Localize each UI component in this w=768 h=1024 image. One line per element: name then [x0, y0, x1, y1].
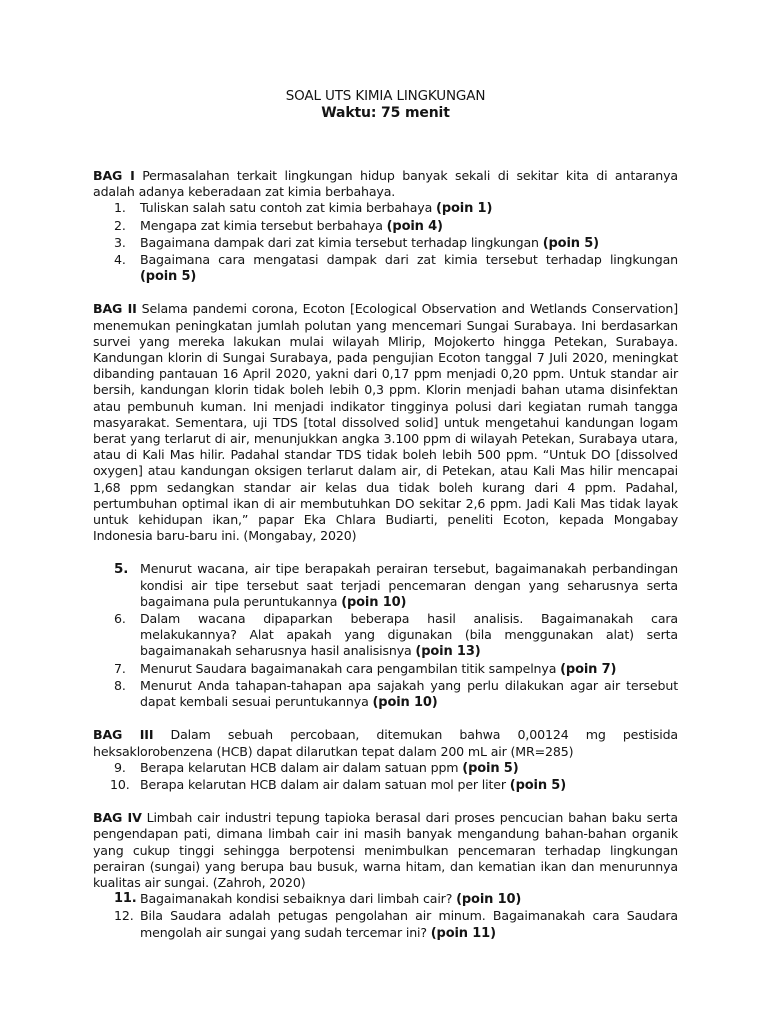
- question-number: 10.: [110, 776, 130, 792]
- bag-4-intro: [93, 810, 678, 891]
- question-text: Bagaimana dampak dari zat kimia tersebut terhadap lingkungan: [140, 234, 543, 250]
- bag-2-label: BAG II: [93, 301, 137, 317]
- question-1: [93, 200, 678, 217]
- bag-3-intro: [93, 727, 678, 759]
- question-points: (poin 5): [462, 760, 519, 776]
- question-text: Bagaimanakah kondisi sebaiknya dari limbah cair?: [140, 891, 457, 907]
- question-points: (poin 1): [436, 201, 493, 217]
- bag-1-question-list: [93, 200, 678, 285]
- question-text: Tuliskan salah satu contoh zat kimia berbahaya: [140, 200, 437, 216]
- section-bag-1: [93, 168, 678, 285]
- question-3: [93, 235, 678, 252]
- question-number: 11.: [114, 891, 137, 907]
- bag-1-intro-text: Permasalahan terkait lingkungan hidup banyak sekali di sekitar kita di antaranya adalah adanya keberadaan zat kimia berbahaya.: [93, 168, 678, 200]
- bag-1-intro: [93, 168, 678, 200]
- question-text: Menurut Saudara bagaimanakah cara pengambilan titik sampelnya: [140, 660, 561, 676]
- question-text: Menurut wacana, air tipe berapakah perairan tersebut, bagaimanakah perbandingan kondisi air tipe tersebut saat terjadi pencemaran dengan yang seharusnya serta bagaimana pula peruntukannya: [140, 561, 678, 609]
- question-7: [93, 661, 678, 678]
- question-points: (poin 5): [542, 235, 599, 251]
- question-5: [93, 561, 678, 611]
- bag-4-question-list: [93, 891, 678, 942]
- question-points: (poin 5): [509, 777, 566, 793]
- question-text: Dalam wacana dipaparkan beberapa hasil analisis. Bagaimanakah cara melakukannya? Alat apakah yang digunakan (bila menggunakan alat) serta bagaimanakah seharusnya hasil analisisnya: [140, 611, 678, 659]
- question-points: (poin 13): [415, 644, 481, 660]
- question-2: [93, 218, 678, 235]
- question-number: 4.: [114, 252, 126, 268]
- bag-2-passage-text: Selama pandemi corona, Ecoton [Ecological Observation and Wetlands Conservation] menemukan peningkatan jumlah polutan yang mencemari Sungai Surabaya. Ini berdasarkan survei yang mereka lakukan mulai wilayah Mlirip, Mojokerto hingga Petekan, Surabaya. Kandungan klorin di Sungai Surabaya, pada pengujian Ecoton tanggal 7 Juli 2020, meningkat dibanding pantauan 16 April 2020, yakni dari 0,17 ppm menjadi 0,20 ppm. Untuk standar air bersih, kandungan klorin tidak boleh lebih 0,3 ppm. Klorin menjadi bahan utama disinfektan atau pembunuh kuman. Ini menjadi indikator tingginya polusi dari kegiatan rumah tangga masyarakat. Sementara, uji TDS [total dissolved solid] untuk mengetahui kandungan logam berat yang terlarut di air, menunjukkan angka 3.100 ppm di wilayah Petekan, Surabaya utara, atau di Kali Mas hilir. Padahal standar TDS tidak boleh lebih 500 ppm. “Untuk DO [dissolved oxygen] atau kandungan oksigen terlarut dalam air, di Petekan, atau Kali Mas hilir mencapai 1,68 ppm sedangkan standar air kelas dua tidak boleh kurang dari 4 ppm. Padahal, pertumbuhan optimal ikan di air membutuhkan DO sekitar 2,6 ppm. Jadi Kali Mas tidak layak untuk kehidupan ikan,” papar Eka Chlara Budiarti, peneliti Ecoton, kepada Mongabay Indonesia baru-baru ini. (Mongabay, 2020): [93, 301, 678, 544]
- section-bag-3: [93, 727, 678, 794]
- question-points: (poin 10): [372, 695, 438, 711]
- exam-duration: Waktu: 75 menit: [321, 105, 450, 121]
- question-number: 6.: [114, 611, 126, 627]
- question-text: Bagaimana cara mengatasi dampak dari zat kimia tersebut terhadap lingkungan: [140, 252, 678, 268]
- question-points: (poin 5): [140, 269, 197, 285]
- question-text: Menurut Anda tahapan-tahapan apa sajakah yang perlu dilakukan agar air tersebut dapat kembali sesuai peruntukannya: [140, 677, 678, 710]
- question-text: Mengapa zat kimia tersebut berbahaya: [140, 217, 387, 233]
- question-9: [93, 760, 678, 777]
- question-number: 1.: [114, 200, 126, 216]
- section-bag-2: [93, 301, 678, 711]
- question-6: [93, 611, 678, 661]
- question-12: [93, 908, 678, 941]
- bag-1-label: BAG I: [93, 168, 135, 183]
- question-number: 5.: [114, 561, 129, 578]
- question-number: 9.: [114, 759, 126, 775]
- question-points: (poin 10): [341, 594, 407, 610]
- question-points: (poin 4): [386, 218, 443, 234]
- bag-3-intro-text: Dalam sebuah percobaan, ditemukan bahwa 0,00124 mg pestisida heksaklorobenzena (HCB) dapat dilarutkan tepat dalam 200 mL air (MR=285): [93, 727, 678, 759]
- bag-3-label: BAG III: [93, 727, 154, 743]
- bag-4-label: BAG IV: [93, 810, 142, 826]
- bag-3-question-list: [93, 760, 678, 794]
- bag-2-passage: [93, 301, 678, 544]
- question-10: [93, 777, 678, 794]
- question-number: 12.: [114, 908, 134, 924]
- exam-title: SOAL UTS KIMIA LINGKUNGAN: [285, 88, 486, 104]
- question-8: [93, 678, 678, 711]
- question-points: (poin 7): [560, 661, 617, 677]
- question-number: 2.: [114, 217, 126, 233]
- question-points: (poin 10): [456, 892, 522, 908]
- question-text: Berapa kelarutan HCB dalam air dalam satuan ppm: [140, 759, 463, 775]
- question-text: Berapa kelarutan HCB dalam air dalam satuan mol per liter: [140, 776, 510, 792]
- question-number: 7.: [114, 660, 126, 676]
- question-points: (poin 11): [430, 925, 496, 941]
- question-number: 3.: [114, 234, 126, 250]
- question-text: Bila Saudara adalah petugas pengolahan air minum. Bagaimanakah cara Saudara mengolah air sungai yang sudah tercemar ini?: [140, 908, 678, 940]
- bag-2-question-list: [93, 561, 678, 711]
- question-4: [93, 252, 678, 285]
- question-number: 8.: [114, 677, 126, 693]
- section-bag-4: [93, 810, 678, 942]
- question-11: [93, 891, 678, 908]
- bag-4-intro-text: Limbah cair industri tepung tapioka berasal dari proses pencucian bahan baku serta pengendapan pati, dimana limbah cair ini masih banyak mengandung bahan-bahan organik yang cukup tinggi sehingga berpotensi menimbulkan pencemaran terhadap lingkungan perairan (sungai) yang berupa bau busuk, warna hitam, dan kematian ikan dan menurunnya kualitas air sungai. (Zahroh, 2020): [93, 810, 678, 890]
